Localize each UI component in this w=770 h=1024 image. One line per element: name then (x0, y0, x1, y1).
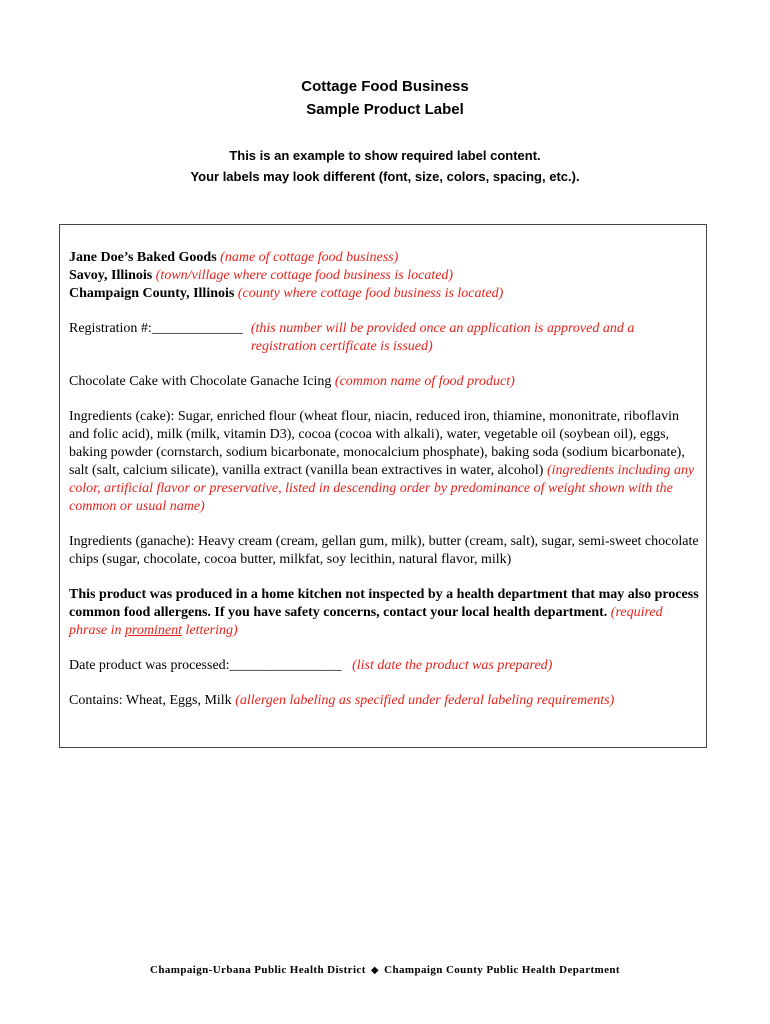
ingredients-cake-note: (ingredients including any color, artificial flavor or preservative, listed in descending order by predominance of weight shown with the common or usual name) (69, 463, 695, 514)
warning-paragraph (69, 586, 701, 640)
ingredients-ganache: Ingredients (ganache): Heavy cream (cream, gellan gum, milk), butter (cream, salt), sugar, semi-sweet chocolate chips (sugar, chocolate, cocoa butter, milkfat, soy lecithin, natural flavor, milk) (69, 534, 699, 567)
sample-label-box (59, 224, 707, 748)
county: Champaign County, Illinois (69, 286, 235, 301)
intro-note-line-1: This is an example to show required label content. (229, 148, 541, 163)
date-line (69, 657, 701, 675)
warning-note-post: lettering) (182, 623, 238, 638)
product-name-line (69, 373, 701, 391)
business-name-line (69, 249, 701, 267)
footer-right: Champaign County Public Health Department (384, 964, 620, 976)
ingredients-ganache-paragraph (69, 533, 701, 569)
product-name: Chocolate Cake with Chocolate Ganache Icing (69, 374, 332, 389)
town-note: (town/village where cottage food business is located) (155, 268, 454, 283)
warning-note-pre: (required phrase in (69, 605, 663, 638)
intro-note-line-2: Your labels may look different (font, size, colors, spacing, etc.). (190, 169, 580, 184)
contains-note: (allergen labeling as specified under federal labeling requirements) (235, 693, 615, 708)
date-label: Date product was processed:________________ (69, 658, 342, 673)
registration-line (69, 320, 701, 356)
ingredients-cake-paragraph (69, 408, 701, 516)
town-line (69, 267, 701, 285)
registration-label: Registration #:_____________ (69, 321, 243, 336)
product-name-note: (common name of food product) (334, 374, 515, 389)
date-note: (list date the product was prepared) (352, 658, 553, 673)
diamond-icon: ◆ (370, 965, 380, 976)
town: Savoy, Illinois (69, 268, 153, 283)
document-subtitle: Sample Product Label (306, 101, 464, 118)
registration-note: (this number will be provided once an application is approved and a registration certificate is issued) (250, 321, 635, 354)
county-note: (county where cottage food business is located) (237, 286, 504, 301)
warning-statement: This product was produced in a home kitchen not inspected by a health department that may also process common food allergens. If you have safety concerns, contact your local health department. (69, 587, 699, 620)
business-name-note: (name of cottage food business) (220, 250, 399, 265)
contains-line (69, 692, 701, 710)
document-title: Cottage Food Business (301, 78, 469, 95)
footer-left: Champaign-Urbana Public Health District (150, 964, 366, 976)
warning-note-underlined: prominent (125, 623, 183, 638)
footer (0, 964, 770, 976)
county-line (69, 285, 701, 303)
ingredients-cake: Ingredients (cake): Sugar, enriched flour (wheat flour, niacin, reduced iron, thiamine, mononitrate, riboflavin and folic acid), milk (milk, vitamin D3), cocoa (cocoa with alkali), water, vegetable oil (soybean oil), eggs, baking powder (cornstarch, sodium bicarbonate, monocalcium phosphate), baking soda (sodium bicarbonate), salt (salt, calcium silicate), vanilla extract (vanilla bean extractives in water, alcohol) (69, 409, 685, 478)
contains: Contains: Wheat, Eggs, Milk (69, 693, 232, 708)
sample-label-content (69, 249, 701, 710)
business-name: Jane Doe’s Baked Goods (69, 250, 217, 265)
